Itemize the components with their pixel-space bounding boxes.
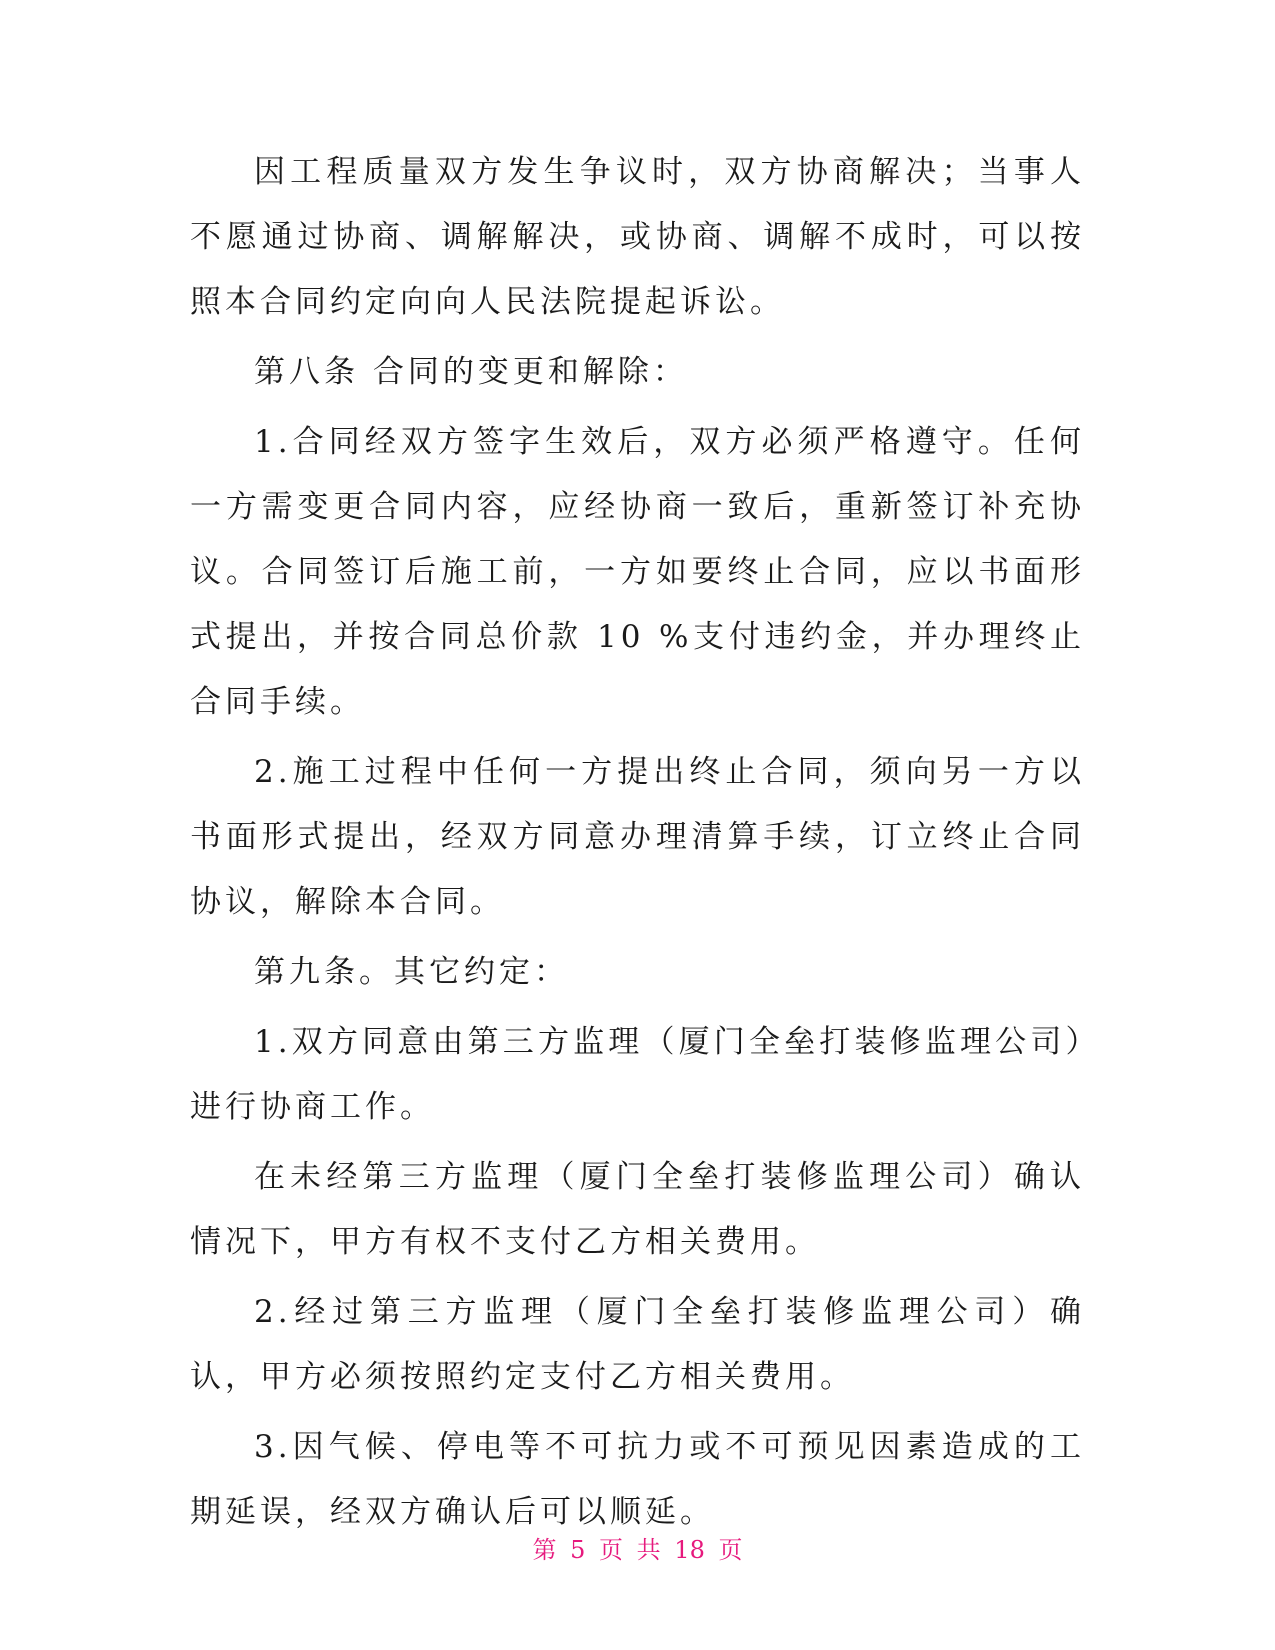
article-9-heading: 第九条。其它约定：	[254, 954, 569, 990]
document-body	[190, 140, 1085, 1550]
page-footer	[0, 1530, 1275, 1565]
paragraph-9-3: 3.因气候、停电等不可抗力或不可预见因素造成的工期延误，经双方确认后可以顺延。	[190, 1429, 1085, 1530]
article-8-heading: 第八条 合同的变更和解除：	[254, 354, 688, 390]
paragraph-8-1: 1.合同经双方签字生效后，双方必须严格遵守。任何一方需变更合同内容，应经协商一致后，重新签订补充协议。合同签订后施工前，一方如要终止合同，应以书面形式提出，并按合同总价款 10 %支付违约金，并办理终止合同手续。	[190, 424, 1085, 720]
page-number-label: 第 5 页 共 18 页	[532, 1536, 743, 1564]
paragraph-dispute-resolution: 因工程质量双方发生争议时，双方协商解决；当事人不愿通过协商、调解解决，或协商、调解不成时，可以按照本合同约定向向人民法院提起诉讼。	[190, 154, 1085, 320]
paragraph-9-1: 1.双方同意由第三方监理（厦门全垒打装修监理公司）进行协商工作。	[190, 1024, 1085, 1125]
paragraph-9-1-continued: 在未经第三方监理（厦门全垒打装修监理公司）确认情况下，甲方有权不支付乙方相关费用。	[190, 1159, 1085, 1260]
paragraph-9-2: 2.经过第三方监理（厦门全垒打装修监理公司）确认，甲方必须按照约定支付乙方相关费用。	[190, 1294, 1085, 1395]
paragraph-8-2: 2.施工过程中任何一方提出终止合同，须向另一方以书面形式提出，经双方同意办理清算手续，订立终止合同协议，解除本合同。	[190, 754, 1085, 920]
